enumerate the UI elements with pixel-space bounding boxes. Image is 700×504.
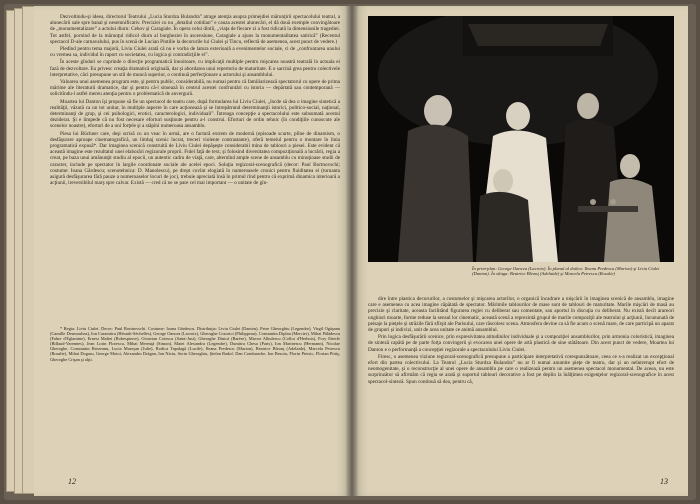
paragraph: Pledînd pentru tema majoră, Liviu Ciulei arată că nu e vorba de latura exterioară a evenimentelor sociale, ci de „confruntarea unului cu vremea sa, individul în raport cu societatea, cu logica şi contradicţiile ei”. bbox=[50, 46, 340, 59]
paragraph: Valoarea unui asemenea program este, şi pentru public, considerabilă, nu numai pentru că familiarizează spectatorul cu opere de prima mărime ale literaturii dramatice, dar şi pentru că-l situează în centrul acestei confruntări cu istoria — depărtată sau contemporană — solicitîndu-l astfel mereu atenţia pentru o problematică de anvergură. bbox=[50, 79, 340, 98]
cast-credits-footnote: * Regia: Liviu Ciulei. Decor: Paul Bortnovschi. Costume: Ioana Gărdescu. Distribuţia: Liviu Ciulei (Danton), Petre Gheorghiu (Legendre), Virgil Ogăşanu (Camille Desmoulins), Ion Caramitru (Hérault-Séchelles), George Oancea (Lacroix), Gheorghe Cozorici (Philippeau), Constantin Diplan (Mercier), Mihai Pălădescu (Fabre d'Eglantine), Ernest Maftei (Robespierre), Octavian Cotescu (Saint-Just), Gheorghe Dinică (Barère), Mircea Albulescu (Collot d'Herbois), Fory Etterle (Billaud-Varennes), Jean Lorin Florescu, Mihai Mereuţă (Simon), Matei Alexandru (Legendre), Dumitru Chesa (Paris), Ion Marinescu (Hermann), Nicolae Gheorghe, Constantin Brezeanu, Lucia Mureşan (Julie), Rodica Tapalagă (Lucile), Ileana Predescu (Marion), Beatrice Bleonţ (Adelaide), Marcela Petrescu (Rosalie), Mihai Dogaru, George Motoi, Alexandru Drăgan, Ion Niciu, Sorin Gheorghiu, Ştefan Radof, Dan Condurache, Ion Besoiu, Florin Piersic, Florian Pittiş, Gheorghe Crişan şi alţii. bbox=[50, 326, 341, 362]
page-number: 12 bbox=[68, 477, 76, 486]
right-page bbox=[352, 6, 688, 496]
book-gutter bbox=[346, 6, 358, 496]
paragraph: Firesc, o asemenea viziune regizoral-scenografică presupune a participare interpretativă corespunzătoare, ceea ce s-a realizat un excepţional efort din partea colectivului. La Teatrul „Lucia Sturdza Bulandra” nu ar fi numai anumite pieţe de teatru, dar şi un neîntrerupt efort de neomogenitate, şi o reconstrucţie al unei opere de ansamblu pe care o realizează pentru un asemenea spectacol monumental. De aceea, nu este surprinzător să afirmăm că regia se arată şi suportul tablouri decorative a fost pe deplin la înălţimea exigenţelor regizoral-scenografice în acest spectacol-sinteză. Spun continuă să dea, pentru că, bbox=[368, 353, 674, 385]
right-body-text bbox=[368, 296, 674, 386]
paragraph: Piesa lui Büchner care, deşi scrisă cu un veac în urmă, are o factură extrem de modernă (episoade scurte, plîne de dinamism, o desfăşurare aproape cinematografică, un limbaj scenic lucrat, treceri violente contrastante), oferă temeiul pentru o montare în linia programatică expusă*. Dar imaginea scenică construită de Liviu Ciulei depăşeşte considerabil mina de tablouri a piesei. Este evident că această imagine este rezultatul unei elaborări regizorale proprii. Fidel faţă de text, şi folosind diversitatea compoziţională a lucrării, regia a creat, pe baza unui amănunţit studiu al epocii, un autentic cadru de viaţă, care, alternînd ample scene de ansamblu cu minuţioase studii de caracter, include pe spectator în largile coordonate sociale ale acelei epoci. Soluţia regizoral-scenografică (decor: Paul Bortnovschi; costume: Ioana Gărdescu; scenotehnica: D. Manolescu), pe drept cuvînt elogiată în numeroasele cronici pentru fluiditatea ei (turnanta asigură desfăşurarea fără pauze a numeroaselor locuri de joc), trebuie apreciată însă în primul rînd pentru că exprimă dinamica interioară a acţiunii, ireversibilul marş spre calvar. Există — cred că ne se pare cel mai important — o unitate de gîn- bbox=[50, 130, 340, 187]
left-page bbox=[34, 6, 352, 496]
production-photo bbox=[368, 16, 674, 262]
paragraph: Prin logica desfăşurării scenice, prin expresivitatea atitudinilor individuale şi a compoziţiei ansamblurilor, prin armonia coloristică, imaginea de sinteză capătă pe de parte forţa convingerii şi evocarea unei opere de artă plastică de sine stătătoare. Din acest punct de vedere, Moartea lui Danton e o performanţă a concepţiei regizorale a spectacolului Liviu Ciulei. bbox=[368, 334, 674, 353]
paragraph: Dezvoltindu-şi ideea, directorul Teatrului „Lucia Sturdza Bulandra” atrage atenţia asupra primejdiei mărunţirii spectacolului teatral, a alunecării sale spre banal şi nesemnificativ. Preciziei cu nu „detaliul cotidian” e cauza acestei alunecări, el dă două exemple convingătoare de „monumentalizare” a actului diurn: Cehov şi Caragiale. În opera celui dintîi, „viaţa de fiecare zi a fost ridicată la dimensiunile tragediei. Tot astfel, pornind de la mărunţul ridicol diurn al burgheziei în ascensiune, Caragiale a ajuns la monumentalitatea satirică” (Recentul spectacol D-ale carnavalului, pus în scenă de Lucian Pintilie la decorurile lui Ciulei şi Tincu, reflectă de asemenea, acest punct de vedere.) bbox=[50, 14, 340, 45]
left-body-text bbox=[50, 14, 340, 187]
page-number: 13 bbox=[660, 477, 668, 486]
paragraph: Moartea lui Danton îşi propune să fie un spectacol de teatru care, după formularea lui Liviu Ciulei, „încde să dea o imagine sintetică a realităţii, văzută ca un tot unitar, în multiple aspecte în care acţionează şi se întrepătrund determinanţii istorici, politico-social, naţional, determinanţi de grup, şi cei psihologici, erotici, caracterologici, individuali”. Întreaga concepţie a spectacolului este subsumată acestui deziderat. Şi e limpede că nu fost necesare eforturi susţinute pentru a-l construi. Eforturi de ordin tehnic (în condiţiile cunoscute ale scenelor noastre), eforturi de a uni forţele şi a stăpîni numeroasa ansamblu. bbox=[50, 98, 340, 130]
stage-scene-image bbox=[368, 16, 674, 262]
photo-caption: În prim-plan: George Oancea (Lacroix). În planul al doilea: Ileana Predescu (Marion) şi Liviu Ciulei (Danton). În stînga: Beatrice Bleonţ (Adelaide) şi Marcela Petrescu (Rosalie) bbox=[472, 266, 660, 277]
paragraph: dire între plastica decorurilor, a costumelor şi mişcarea actorilor, o organică încadrare a mişcării în imaginea scenică de ansamblu, imagine care e asemenea cu acea imagine căpătată de spectator. Mărimile tablourilor de mase sunt de tablouri de maturitate. Marile mişcări de masă au precizie şi claritate, aceasta facilitând figurarea regiei cu deliberat sau comentate, sau aportul în discuţia cu deliberat. Nu există decît arareori unghiuri moarte, forme reduse la sensul lor cinematic, această scenă a reprezintă grupul de marile compoziţii ale teatrului şi acţiunii, încununată de peisaje la pieţele şi străzile fără sfîrşit ale Parisului, care răscolesc scena. Atmosfera devine ca să fie acum o scenă mare, de care participă un aparat de grupuri şi indivizi, unit de acea unitate ce animă ansamblul. bbox=[368, 296, 674, 334]
paragraph: În aceste gînduri se cuprinde o direcţie programatică înnoitoare, cu implicaţii multiple pentru mişcarea noastră teatrală în actuala ei fază de dezvoltare. Eu privesc creaţia dramatică originală, dar şi abordarea unui repertoriu de maturitate. E o sarcină grea pentru colectivele interpretative, căci presupune un stil de muncă superior, o continuă perfecţionare a actorului şi ansamblului. bbox=[50, 59, 340, 78]
